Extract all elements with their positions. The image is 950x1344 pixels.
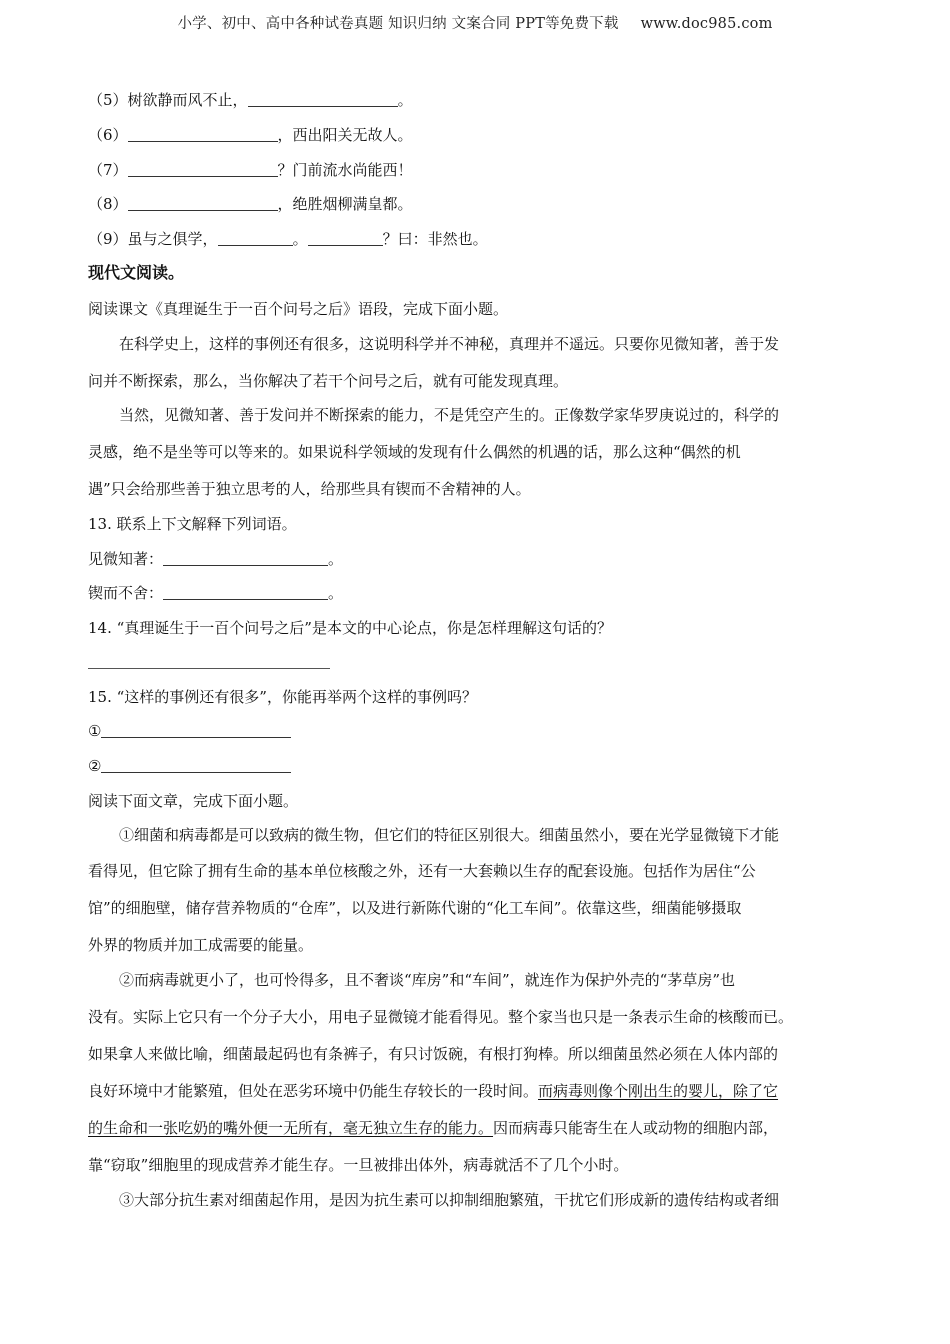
fill-blank-q5: （5）树欲静而风不止， 。 xyxy=(88,91,413,109)
passage2-text: ①细菌和病毒都是可以致病的微生物，但它们的特征区别很大。细菌虽然小，要在光学显微镜下才能 xyxy=(119,826,780,844)
fill-blank-q8: （8） ，绝胜烟柳满皇都。 xyxy=(88,195,413,213)
passage2-text: ②而病毒就更小了，也可怜得多，且不奢谈“库房”和“车间”，就连作为保护外壳的“茅草房”也 xyxy=(119,971,736,989)
passage1-instruction: 阅读课文《真理诞生于一百个问号之后》语段，完成下面小题。 xyxy=(88,300,509,318)
underlined-sentence: 而病毒则像个刚出生的婴儿，除了它 xyxy=(538,1082,779,1100)
q15-answer-2: ② xyxy=(88,754,291,778)
answer-blank[interactable] xyxy=(128,125,278,142)
passage2-text: 馆”的细胞壁，储存营养物质的“仓库”，以及进行新陈代谢的“化工车间”。依靠这些，细菌能够摄取 xyxy=(88,899,742,917)
passage1-text: 灵感，绝不是坐等可以等来的。如果说科学领域的发现有什么偶然的机遇的话，那么这种“偶然的机 xyxy=(88,443,741,461)
q13-term1: 见微知著： 。 xyxy=(88,550,344,568)
fill-blank-q6: （6） ，西出阳关无故人。 xyxy=(88,126,413,144)
answer-blank[interactable] xyxy=(101,721,291,738)
answer-blank[interactable] xyxy=(128,194,278,211)
passage1-text: 遇”只会给那些善于独立思考的人，给那些具有锲而不舍精神的人。 xyxy=(88,480,531,498)
passage1-text: 问并不断探索，那么，当你解决了若干个问号之后，就有可能发现真理。 xyxy=(88,372,569,390)
passage2-text: 没有。实际上它只有一个分子大小，用电子显微镜才能看得见。整个家当也只是一条表示生命的核酸而已。 xyxy=(88,1008,794,1026)
passage2-text: 如果拿人来做比喻，细菌最起码也有条裤子，有只讨饭碗，有根打狗棒。所以细菌虽然必须在人体内部的 xyxy=(88,1045,779,1063)
passage2-text: 的生命和一张吃奶的嘴外便一无所有，毫无独立生存的能力。因而病毒只能寄生在人或动物的细胞内部， xyxy=(88,1119,779,1137)
passage2-text: 看得见，但它除了拥有生命的基本单位核酸之外，还有一大套赖以生存的配套设施。包括作为居住“公 xyxy=(88,862,756,880)
page-header xyxy=(0,12,950,33)
passage1-text: 在科学史上，这样的事例还有很多，这说明科学并不神秘，真理并不遥远。只要你见微知著，善于发 xyxy=(119,335,780,353)
passage1-text: 当然，见微知著、善于发问并不断探索的能力，不是凭空产生的。正像数学家华罗庚说过的，科学的 xyxy=(119,406,780,424)
q13-term2: 锲而不舍： 。 xyxy=(88,584,344,602)
passage2-text: 靠“窃取”细胞里的现成营养才能生存。一旦被排出体外，病毒就活不了几个小时。 xyxy=(88,1156,629,1174)
header-site: www.doc985.com xyxy=(640,16,773,32)
answer-blank[interactable] xyxy=(248,90,398,107)
answer-blank[interactable] xyxy=(163,549,328,566)
answer-blank[interactable] xyxy=(101,756,291,773)
passage2-instruction: 阅读下面文章，完成下面小题。 xyxy=(88,792,299,810)
header-text: 小学、初中、高中各种试卷真题 知识归纳 文案合同 PPT等免费下载 xyxy=(177,16,619,32)
answer-blank[interactable] xyxy=(163,583,328,600)
answer-blank[interactable] xyxy=(128,160,278,177)
passage2-text: 良好环境中才能繁殖，但处在恶劣环境中仍能生存较长的一段时间。而病毒则像个刚出生的婴儿，除了它 xyxy=(88,1082,779,1100)
q15-answer-1: ① xyxy=(88,719,291,743)
q14-answer-line[interactable] xyxy=(88,668,330,669)
answer-blank[interactable] xyxy=(308,229,383,246)
passage2-text: ③大部分抗生素对细菌起作用，是因为抗生素可以抑制细胞繁殖，干扰它们形成新的遗传结构或者细 xyxy=(119,1191,780,1209)
passage2-text: 外界的物质并加工成需要的能量。 xyxy=(88,936,314,954)
question-14: 14. “真理诞生于一百个问号之后”是本文的中心论点，你是怎样理解这句话的？ xyxy=(88,619,612,637)
underlined-sentence: 的生命和一张吃奶的嘴外便一无所有，毫无独立生存的能力。 xyxy=(88,1119,494,1137)
question-15: 15. “这样的事例还有很多”，你能再举两个这样的事例吗？ xyxy=(88,688,477,706)
question-13: 13. 联系上下文解释下列词语。 xyxy=(88,515,297,533)
section-title: 现代文阅读。 xyxy=(88,263,185,282)
fill-blank-q7: （7） ？门前流水尚能西！ xyxy=(88,161,413,179)
answer-blank[interactable] xyxy=(218,229,293,246)
fill-blank-q9: （9）虽与之俱学， 。 ？曰：非然也。 xyxy=(88,230,488,248)
